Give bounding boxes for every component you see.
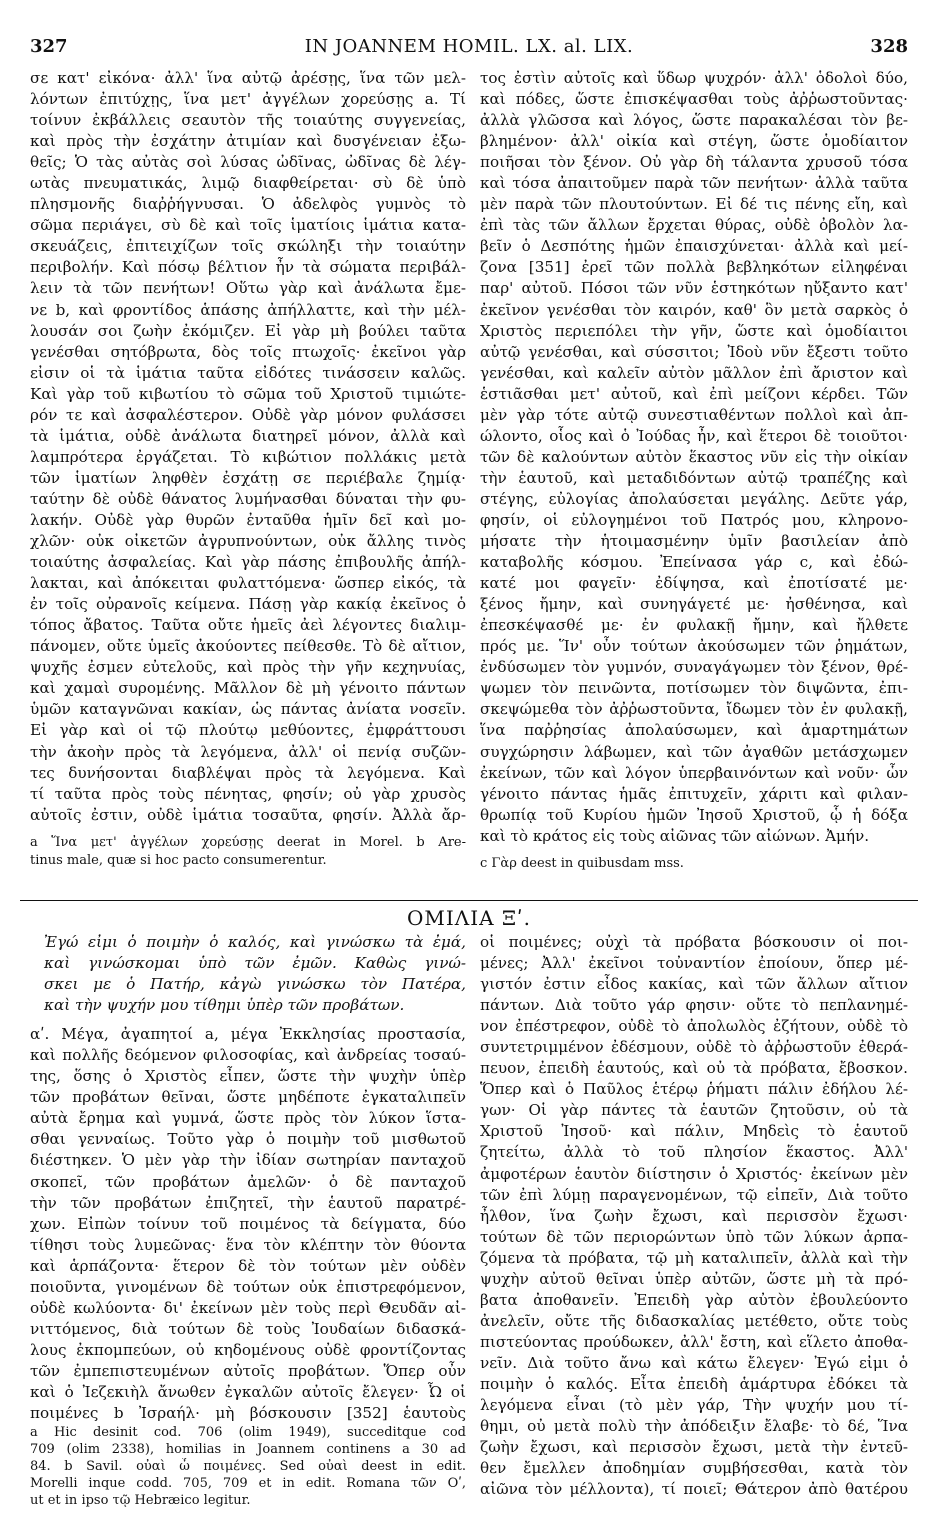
verse-line: σκει με ὁ Πατήρ, κἀγὼ γινώσκω τὸν Πατέρα,: [44, 975, 466, 994]
footnote-line: tinus male, quæ si hoc pacto consumerentur.: [30, 852, 327, 868]
text-line: πρός με. Ἵν' οὖν τούτων ἀκούσωμεν τῶν ῥημάτων,: [480, 637, 908, 656]
text-line: τοιαύτης ἀσφαλείας. Καὶ γὰρ πάσης ἐπιβουλῆς ἀπήλ-: [30, 553, 466, 572]
text-line: τὴν ἀκοὴν πρὸς τὰ λεγόμενα, ἀλλ' οἱ πενίᾳ συζῶν-: [30, 742, 466, 761]
text-line: καὶ ὁ Ἰεζεκιὴλ ἄνωθεν ἐγκαλῶν αὐτοῖς ἔλεγεν· Ὦ οἱ: [30, 1382, 466, 1401]
text-line: γένοιτο πάντας ἡμᾶς ἐπιτυχεῖν, χάριτι καὶ φιλαν-: [480, 784, 908, 803]
footnote-line: a Ἵνα μετ' ἀγγέλων χορεύσῃς deerat in Morel. b Are-: [30, 834, 466, 850]
text-line: λόντων ἐπιτύχῃς, ἵνα μετ' ἀγγέλων χορεύσῃς a. Τί: [30, 90, 466, 109]
text-line: ὑμῶν καταγνῶναι κακίαν, ὡς πάντας ἀνίατα νοσεῖν.: [30, 700, 466, 719]
text-line: ποιοῦντα, γινομένων δὲ τούτων οὐκ ἐπιστρεφόμενον,: [30, 1277, 466, 1296]
footnotes: [30, 1424, 466, 1509]
text-line: ψυχῆς ἐσμεν εὐτελοῦς, καὶ πρὸς τὴν γῆν κεχηνυίας,: [30, 658, 466, 677]
footnote-line: 709 (olim 2338), homilias in Joannem continens a 30 ad: [30, 1442, 466, 1458]
text-line: κατέ μοι φαγεῖν· ἐδίψησα, καὶ ἐποτίσατέ με·: [480, 574, 908, 593]
text-line: θημι, οὐ μετὰ πολὺ τὴν ἀπόδειξιν ἔλαβε· τὸ δέ, Ἵνα: [480, 1417, 908, 1436]
text-line: ἵνα παῤῥησίας ἀπολαύσωμεν, καὶ ἁμαρτημάτων: [480, 721, 908, 740]
text-line: γενέσθαι, καὶ καλεῖν αὐτὸν μᾶλλον ἐπὶ ἄριστον καὶ: [480, 363, 908, 382]
bottom-right-column: [480, 932, 908, 1500]
text-line: οὐδὲ κωλύοντα· δι' ἐκείνων μὲν τοὺς περὶ Θευδᾶν αἰ-: [30, 1298, 466, 1317]
text-line: λειν τὰ τῶν πενήτων! Οὕτω γὰρ καὶ ἀνάλωτα ἔμε-: [30, 279, 466, 298]
text-line: αὐτὰ ἔρημα καὶ γυμνά, ὥστε πρὸς τὸν λύκον ἵστα-: [30, 1109, 466, 1128]
text-line: καὶ τὸ κράτος εἰς τοὺς αἰῶνας τῶν αἰώνων. Ἀμήν.: [480, 826, 870, 845]
text-line: περιβολήν. Καὶ πόσῳ βέλτιον ἦν τὰ σώματα περιβάλ-: [30, 258, 466, 277]
text-line: πλησμονῆς διαῤῥήγνυσαι. Ὁ ἀδελφὸς γυμνὸς τὸ: [30, 195, 466, 214]
text-line: μὲν παρὰ τῶν πλουτούντων. Εἰ δέ τις πένης εἴη, καὶ: [480, 195, 908, 214]
text-line: τοίνυν ἐκβάλλεις σεαυτὸν τῆς τοιαύτης συγγενείας,: [30, 111, 466, 130]
text-line: παρ' αὐτοῦ. Πόσοι τῶν νῦν ἑστηκότων ηὔξαντο κατ': [480, 279, 908, 298]
text-line: καὶ πολλῆς δεόμενον φιλοσοφίας, καὶ ἀνδρείας τοσαύ-: [30, 1046, 466, 1065]
text-line: θεῖς; Ὁ τὰς αὐτὰς σοὶ λύσας ὠδῖνας, ὠδῖνας δὲ λέγ-: [30, 153, 466, 172]
text-line: θρωπίᾳ τοῦ Κυρίου ἡμῶν Ἰησοῦ Χριστοῦ, ᾧ ἡ δόξα: [480, 805, 908, 824]
text-line: θεν ἔμελλεν ἀποδημίαν συμβήσεσθαι, κατὰ τὸν: [480, 1459, 908, 1478]
text-line: οἱ ποιμένες; οὐχὶ τὰ πρόβατα βόσκουσιν οἱ ποι-: [480, 933, 908, 951]
text-line: τὰ ἱμάτια, οὐδὲ ἀνάλωτα διατηρεῖ μόνον, ἀλλὰ καὶ: [30, 426, 466, 445]
text-line: τες δυνήσονται διαβλέψαι πρὸς τὰ λεγόμενα. Καὶ: [30, 763, 466, 782]
text-line: νεῖν. Διὰ τοῦτο ἄνω καὶ κάτω ἔλεγεν· Ἐγώ εἰμι ὁ: [480, 1353, 908, 1372]
text-line: βεῖν ὁ Δεσπότης ἡμῶν ἐπαισχύνεται· ἀλλὰ καὶ μεί-: [480, 237, 908, 256]
text-line: αὐτοῖς ἐστιν, οὐδὲ ἱμάτια τοσαῦτα, φησίν. Ἀλλὰ ἄρ-: [30, 805, 466, 824]
text-line: ἦλθον, ἵνα ζωὴν ἔχωσι, καὶ περισσὸν ἔχωσι·: [480, 1206, 908, 1225]
footnote-line: c Γὰρ deest in quibusdam mss.: [480, 855, 684, 871]
verse-line: καὶ γινώσκομαι ὑπὸ τῶν ἐμῶν. Καθὼς γινώ-: [44, 954, 466, 973]
spacer: [480, 847, 908, 855]
text-line: συντετριμμένον ἐδέσμουν, οὐδὲ τὸ ἀῤῥωστοῦν ἐθερά-: [480, 1038, 908, 1057]
text-line: βλημένον· ἀλλ' οἰκία καὶ στέγη, ὥστε ὁμοδίαιτον: [480, 132, 908, 151]
body-text: [30, 1024, 466, 1424]
page-number-right: 328: [870, 36, 908, 57]
text-line: λαμπρότερα ἐργάζεται. Τὸ κιβώτιον πολλάκις μετὰ: [30, 447, 466, 466]
text-line: ποιμένες b Ἰσραήλ· μὴ βόσκουσιν [352] ἑαυτοὺς: [30, 1404, 466, 1423]
text-line: λους ἐκπομπεύων, οὐ κηδομένους οὐδὲ φροντίζοντας: [30, 1340, 466, 1359]
text-line: ποιῆσαι τὸν ξένον. Οὐ γὰρ δὴ τάλαντα χρυσοῦ τόσα: [480, 153, 908, 172]
text-line: ζητείτω, ἀλλὰ τὸ τοῦ πλησίον ἕκαστος. Ἀλλ': [480, 1143, 908, 1162]
text-line: ἐκείνων, τῶν καὶ λόγον ὑπερβαινόντων καὶ νοῦν· ὧν: [480, 763, 908, 782]
text-line: καὶ χαμαὶ συρομένης. Μᾶλλον δὲ μὴ γένοιτο πάντων: [30, 679, 466, 698]
text-line: φησίν, οἱ εὐλογημένοι τοῦ Πατρός μου, κληρονο-: [480, 510, 908, 529]
text-line: καταβολῆς κόσμου. Ἐπείνασα γάρ c, καὶ ἐδώ-: [480, 553, 908, 572]
text-line: πάνομεν, οὔτε ὑμεῖς ἀκούοντες πείθεσθε. Τὸ δὲ αἴτιον,: [30, 637, 466, 656]
section-divider: [20, 900, 918, 901]
body-text: [480, 68, 908, 847]
text-line: τῶν ἐπὶ λύμῃ παραγενομένων, τῷ εἰπεῖν, Διὰ τοῦτο: [480, 1185, 908, 1204]
text-line: ἐπεσκέψασθέ με· ἐν φυλακῇ ἤμην, καὶ ἤλθετε: [480, 616, 908, 635]
text-line: στέγης, εὐλογίας ἀπολαύσεται μεγάλης. Δεῦτε γάρ,: [480, 489, 908, 508]
spacer: [30, 1016, 466, 1024]
text-line: ζονα [351] ἐρεῖ τῶν πολλὰ βεβληκότων εἰληφέναι: [480, 258, 908, 277]
footnote-line: Morelli inque codd. 705, 709 et in edit. Romana τῶν Οʹ,: [30, 1476, 466, 1492]
text-line: τί ταῦτα πρὸς τοὺς πένητας, φησίν; οὐ γὰρ χρυσὸς: [30, 784, 466, 803]
text-line: ταύτην δὲ οὐδὲ θάνατος λυμήνασθαι δύναται τὴν φυ-: [30, 489, 466, 508]
text-line: λακήν. Οὐδὲ γὰρ θυρῶν ἐνταῦθα ἡμῖν δεῖ καὶ μο-: [30, 510, 466, 529]
homily-title: ΟΜΙΛΙΑ Ξʹ.: [407, 906, 531, 930]
text-line: λουσάν σοι ζωὴν ἐκόμιζεν. Εἰ γὰρ μὴ βούλει ταῦτα: [30, 321, 466, 340]
text-line: τῶν ἱματίων ληφθὲν ἐσχάτῃ σε περιέβαλε ζημίᾳ·: [30, 468, 466, 487]
text-line: ἀνελεῖν, οὔτε τῆς διδασκαλίας μετέθετο, οὔτε τοὺς: [480, 1311, 908, 1330]
text-line: τόπος ἄβατος. Ταῦτα οὔτε ἡμεῖς ἀεὶ λέγοντες διαλιμ-: [30, 616, 466, 635]
text-line: γων· Οἱ γὰρ πάντες τὰ ἑαυτῶν ζητοῦσιν, οὐ τὰ: [480, 1101, 908, 1120]
text-line: ἀλλὰ γλῶσσα καὶ λόγος, ὥστε παρακαλέσαι τὸν βε-: [480, 111, 908, 130]
body-text: [30, 68, 466, 826]
footnote-line: 84. b Savil. οὐαὶ ὦ ποιμένες. Sed οὐαὶ deest in edit.: [30, 1459, 466, 1475]
text-line: ποιμὴν ὁ καλός. Εἶτα ἐπειδὴ ἁμάρτυρα ἐδόκει τὰ: [480, 1374, 908, 1393]
text-line: μένες; Ἀλλ' ἐκεῖνοι τοὐναντίον ἐποίουν, ὅπερ μέ-: [480, 954, 908, 973]
text-line: Χριστοῦ Ἰησοῦ· καὶ πάλιν, Μηδεὶς τὸ ἑαυτοῦ: [480, 1122, 908, 1141]
text-line: τὴν ἑαυτοῦ, καὶ μεταδιδόντων αὐτῷ τραπέζης καὶ: [480, 468, 908, 487]
text-line: νον ἐπέστρεφον, οὐδὲ τὸ ἀπολωλὸς ἐζήτουν, οὐδὲ τὸ: [480, 1017, 908, 1036]
text-line: μήσατε τὴν ἡτοιμασμένην ὑμῖν βασιλείαν ἀπὸ: [480, 532, 908, 551]
spacer: [30, 826, 466, 834]
text-line: αὐτῷ γενέσθαι, καὶ σύσσιτοι; Ἰδοὺ νῦν ἔξεστι τοῦτο: [480, 342, 908, 361]
text-line: αἰῶνα τὸν μέλλοντα), τί ποιεῖ; Θάτερον ἀπὸ θατέρου: [480, 1480, 908, 1499]
text-line: γιστόν ἐστιν εἶδος κακίας, καὶ τῶν ἄλλων αἴτιον: [480, 975, 908, 994]
text-line: τὴν τῶν προβάτων ἐπιζητεῖ, τὴν ἑαυτοῦ παρατρέ-: [30, 1193, 466, 1212]
text-line: τῶν προβάτων θεῖναι, ὥστε μηδέποτε ἐγκαταλιπεῖν: [30, 1088, 466, 1107]
text-line: καὶ τόσα ἀπαιτοῦμεν παρὰ τῶν πενήτων· ἀλλὰ ταῦτα: [480, 174, 908, 193]
text-line: ψωμεν τὸν πεινῶντα, ποτίσωμεν τὸν διψῶντα, ἐπι-: [480, 679, 908, 698]
top-right-column: [480, 68, 908, 873]
text-line: ἀμφοτέρων ἑαυτὸν διίστησιν ὁ Χριστός· ἐκείνων μὲν: [480, 1164, 908, 1183]
text-line: ξένος ἤμην, καὶ συνηγάγετέ με· ἠσθένησα, καὶ: [480, 595, 908, 614]
text-line: γενέσθαι σητόβρωτα, δὸς τοῖς πτωχοῖς· ἐκεῖνοι γὰρ: [30, 342, 466, 361]
text-line: μὲν γὰρ τότε αὐτῷ συνεστιαθέντων πολλοὶ καὶ ἀπ-: [480, 405, 908, 424]
text-line: σῶμα περιάγει, σὺ δὲ καὶ τοῖς ἱματίοις ἱμάτια κατα-: [30, 216, 466, 235]
text-line: σκεψώμεθα τὸν ἀῤῥωστοῦντα, ἴδωμεν τὸν ἐν φυλακῇ,: [480, 700, 908, 719]
top-left-column: [30, 68, 466, 870]
text-line: λεγόμενα εἶναι (τὸ μὲν γάρ, Τὴν ψυχήν μου τί-: [480, 1396, 908, 1415]
text-line: ωτὰς πνευματικάς, λιμῷ διαφθείρεται· σὺ δὲ ὑπὸ: [30, 174, 466, 193]
scripture-verse: [30, 932, 466, 1016]
text-line: ώλοντο, οἷος καὶ ὁ Ἰούδας ἦν, καὶ ἕτεροι δὲ τοιοῦτοι·: [480, 426, 908, 445]
text-line: πάντων. Διὰ τοῦτο γάρ φησιν· οὔτε τὸ πεπλανημέ-: [480, 996, 908, 1015]
text-line: ζωὴν ἔχωσι, καὶ περισσὸν ἔχωσι, μετὰ τὴν ἐντεῦ-: [480, 1438, 908, 1457]
footnote-line: ut et in ipso τῷ Hebræico legitur.: [30, 1493, 251, 1509]
text-line: τος ἐστὶν αὐτοῖς καὶ ὕδωρ ψυχρόν· ἀλλ' ὁδολοὶ δύο,: [480, 69, 908, 87]
text-line: καὶ πόδες, ὥστε ἐπισκέψασθαι τοὺς ἀῤῥωστοῦντας·: [480, 90, 908, 109]
text-line: τούτων δὲ τῶν περιορώντων ὑπὸ τῶν λύκων ἁρπα-: [480, 1227, 908, 1246]
text-line: βατα ἀποθανεῖν. Ἐπειδὴ γὰρ αὐτὸν ἐβουλεύοντο: [480, 1290, 908, 1309]
text-line: ψυχὴν αὐτοῦ θεῖναι ὑπὲρ αὐτῶν, ὥστε μὴ τὰ πρό-: [480, 1269, 908, 1288]
text-line: της, ὅσης ὁ Χριστὸς εἶπεν, ὥστε τὴν ψυχὴν ὑπὲρ: [30, 1067, 466, 1086]
text-line: ἐπὶ τὰς τῶν ἄλλων ἔρχεται θύρας, οὐδὲ ὀβολὸν λα-: [480, 216, 908, 235]
text-line: τῶν ἐμπεπιστευμένων αὐτοῖς προβάτων. Ὅπερ οὖν: [30, 1361, 466, 1380]
text-line: εἰσιν οἱ τὰ ἱμάτια ταῦτα εἰδότες τινάσσειν καλῶς.: [30, 363, 466, 382]
text-line: συγχώρησιν λάβωμεν, καὶ τῶν ἀγαθῶν μετάσχωμεν: [480, 742, 908, 761]
text-line: χλῶν· οὐκ οἰκετῶν ἀγρυπνούντων, οὐκ ἄλλης τινὸς: [30, 532, 466, 551]
text-line: νιττόμενος, διὰ τούτων δὲ τοὺς Ἰουδαίων διδασκά-: [30, 1319, 466, 1338]
text-line: ἐνδύσωμεν τὸν γυμνόν, συναγάγωμεν τὸν ξένον, θρέ-: [480, 658, 908, 677]
text-line: σε κατ' εἰκόνα· ἀλλ' ἵνα αὐτῷ ἀρέσῃς, ἵνα τῶν μελ-: [30, 69, 466, 87]
text-line: Καὶ γὰρ τοῦ κιβωτίου τὸ σῶμα τοῦ Χριστοῦ τιμιώτε-: [30, 384, 466, 403]
text-line: τῶν δὲ καλούντων αὐτὸν ἕκαστος νῦν εἰς τὴν οἰκίαν: [480, 447, 908, 466]
body-text: [480, 932, 908, 1500]
running-title: IN JOANNEM HOMIL. LX. al. LIX.: [304, 36, 634, 57]
running-head: [30, 36, 908, 60]
text-line: ἑστιᾶσθαι μετ' αὐτοῦ, καὶ ἐπὶ μείζονι κέρδει. Τῶν: [480, 384, 908, 403]
verse-line: καὶ τὴν ψυχήν μου τίθημι ὑπὲρ τῶν προβάτων.: [44, 996, 405, 1015]
text-line: καὶ πρὸς τὴν ἐσχάτην ἀτιμίαν καὶ δυσγένειαν ἐξω-: [30, 132, 466, 151]
footnotes: [480, 855, 908, 873]
footnotes: [30, 834, 466, 870]
text-line: πευον, ἐπειδὴ ἑαυτούς, καὶ οὐ τὰ πρόβατα, ἔβοσκον.: [480, 1059, 908, 1078]
text-line: σκοπεῖ, τῶν προβάτων ἀμελῶν· ὁ δὲ πανταχοῦ: [30, 1172, 466, 1191]
text-line: ἐν τοῖς οὐρανοῖς κείμενα. Πάσῃ γὰρ κακίᾳ ἐκεῖνος ὁ: [30, 595, 466, 614]
text-line: διέστηκεν. Ὁ μὲν γὰρ τὴν ἰδίαν σωτηρίαν πανταχοῦ: [30, 1151, 466, 1170]
text-line: ἐκεῖνον γενέσθαι τὸν καιρόν, καθ' ὃν μετὰ σαρκὸς ὁ: [480, 300, 908, 319]
text-line: χων. Εἰπὼν τοίνυν τοῦ ποιμένος τὰ δείγματα, δύο: [30, 1214, 466, 1233]
footnote-line: a Hic desinit cod. 706 (olim 1949), succeditque cod: [30, 1425, 466, 1441]
text-line: νε b, καὶ φροντίδος ἁπάσης ἀπήλλαττε, καὶ τὴν μέλ-: [30, 300, 466, 319]
text-line: πιστεύοντας προύδωκεν, ἀλλ' ἔστη, καὶ εἵλετο ἀποθα-: [480, 1332, 908, 1351]
text-line: λακται, καὶ ἀπόκειται φυλαττόμενα· ὥσπερ εἰκός, τὰ: [30, 574, 466, 593]
text-line: σκευάζεις, ἐπιτειχίζων τοῖς σκώληξι τὴν τοιαύτην: [30, 237, 466, 256]
text-line: καὶ ἁρπάζοντα· ἕτερον δὲ τὸν τούτων μὲν οὐδὲν: [30, 1256, 466, 1275]
text-line: σθαι γενναίως. Τοῦτο γὰρ ὁ ποιμὴν τοῦ μισθωτοῦ: [30, 1130, 466, 1149]
text-line: Χριστὸς περιεπόλει τὴν γῆν, ὥστε καὶ ὁμοδίαιτοι: [480, 321, 908, 340]
text-line: ρόν τε καὶ ἀσφαλέστερον. Οὐδὲ γὰρ μόνον φυλάσσει: [30, 405, 466, 424]
text-line: ζόμενα τὰ πρόβατα, τῷ μὴ καταλιπεῖν, ἀλλὰ καὶ τὴν: [480, 1248, 908, 1267]
verse-line: Ἐγώ εἰμι ὁ ποιμὴν ὁ καλός, καὶ γινώσκω τὰ ἐμά,: [44, 933, 466, 951]
text-line: τίθησι τοὺς λυμεῶνας· ἕνα τὸν κλέπτην τὸν θύοντα: [30, 1235, 466, 1254]
bottom-left-column: [30, 932, 466, 1509]
text-line: αʹ. Μέγα, ἀγαπητοί a, μέγα Ἐκκλησίας προστασία,: [30, 1025, 466, 1044]
text-line: Εἰ γὰρ καὶ οἱ τῷ πλούτῳ μεθύοντες, ἐμφράττουσι: [30, 721, 466, 740]
page-number-left: 327: [30, 36, 68, 57]
text-line: Ὅπερ καὶ ὁ Παῦλος ἑτέρῳ ῥήματι πάλιν ἐδήλου λέ-: [480, 1080, 908, 1099]
